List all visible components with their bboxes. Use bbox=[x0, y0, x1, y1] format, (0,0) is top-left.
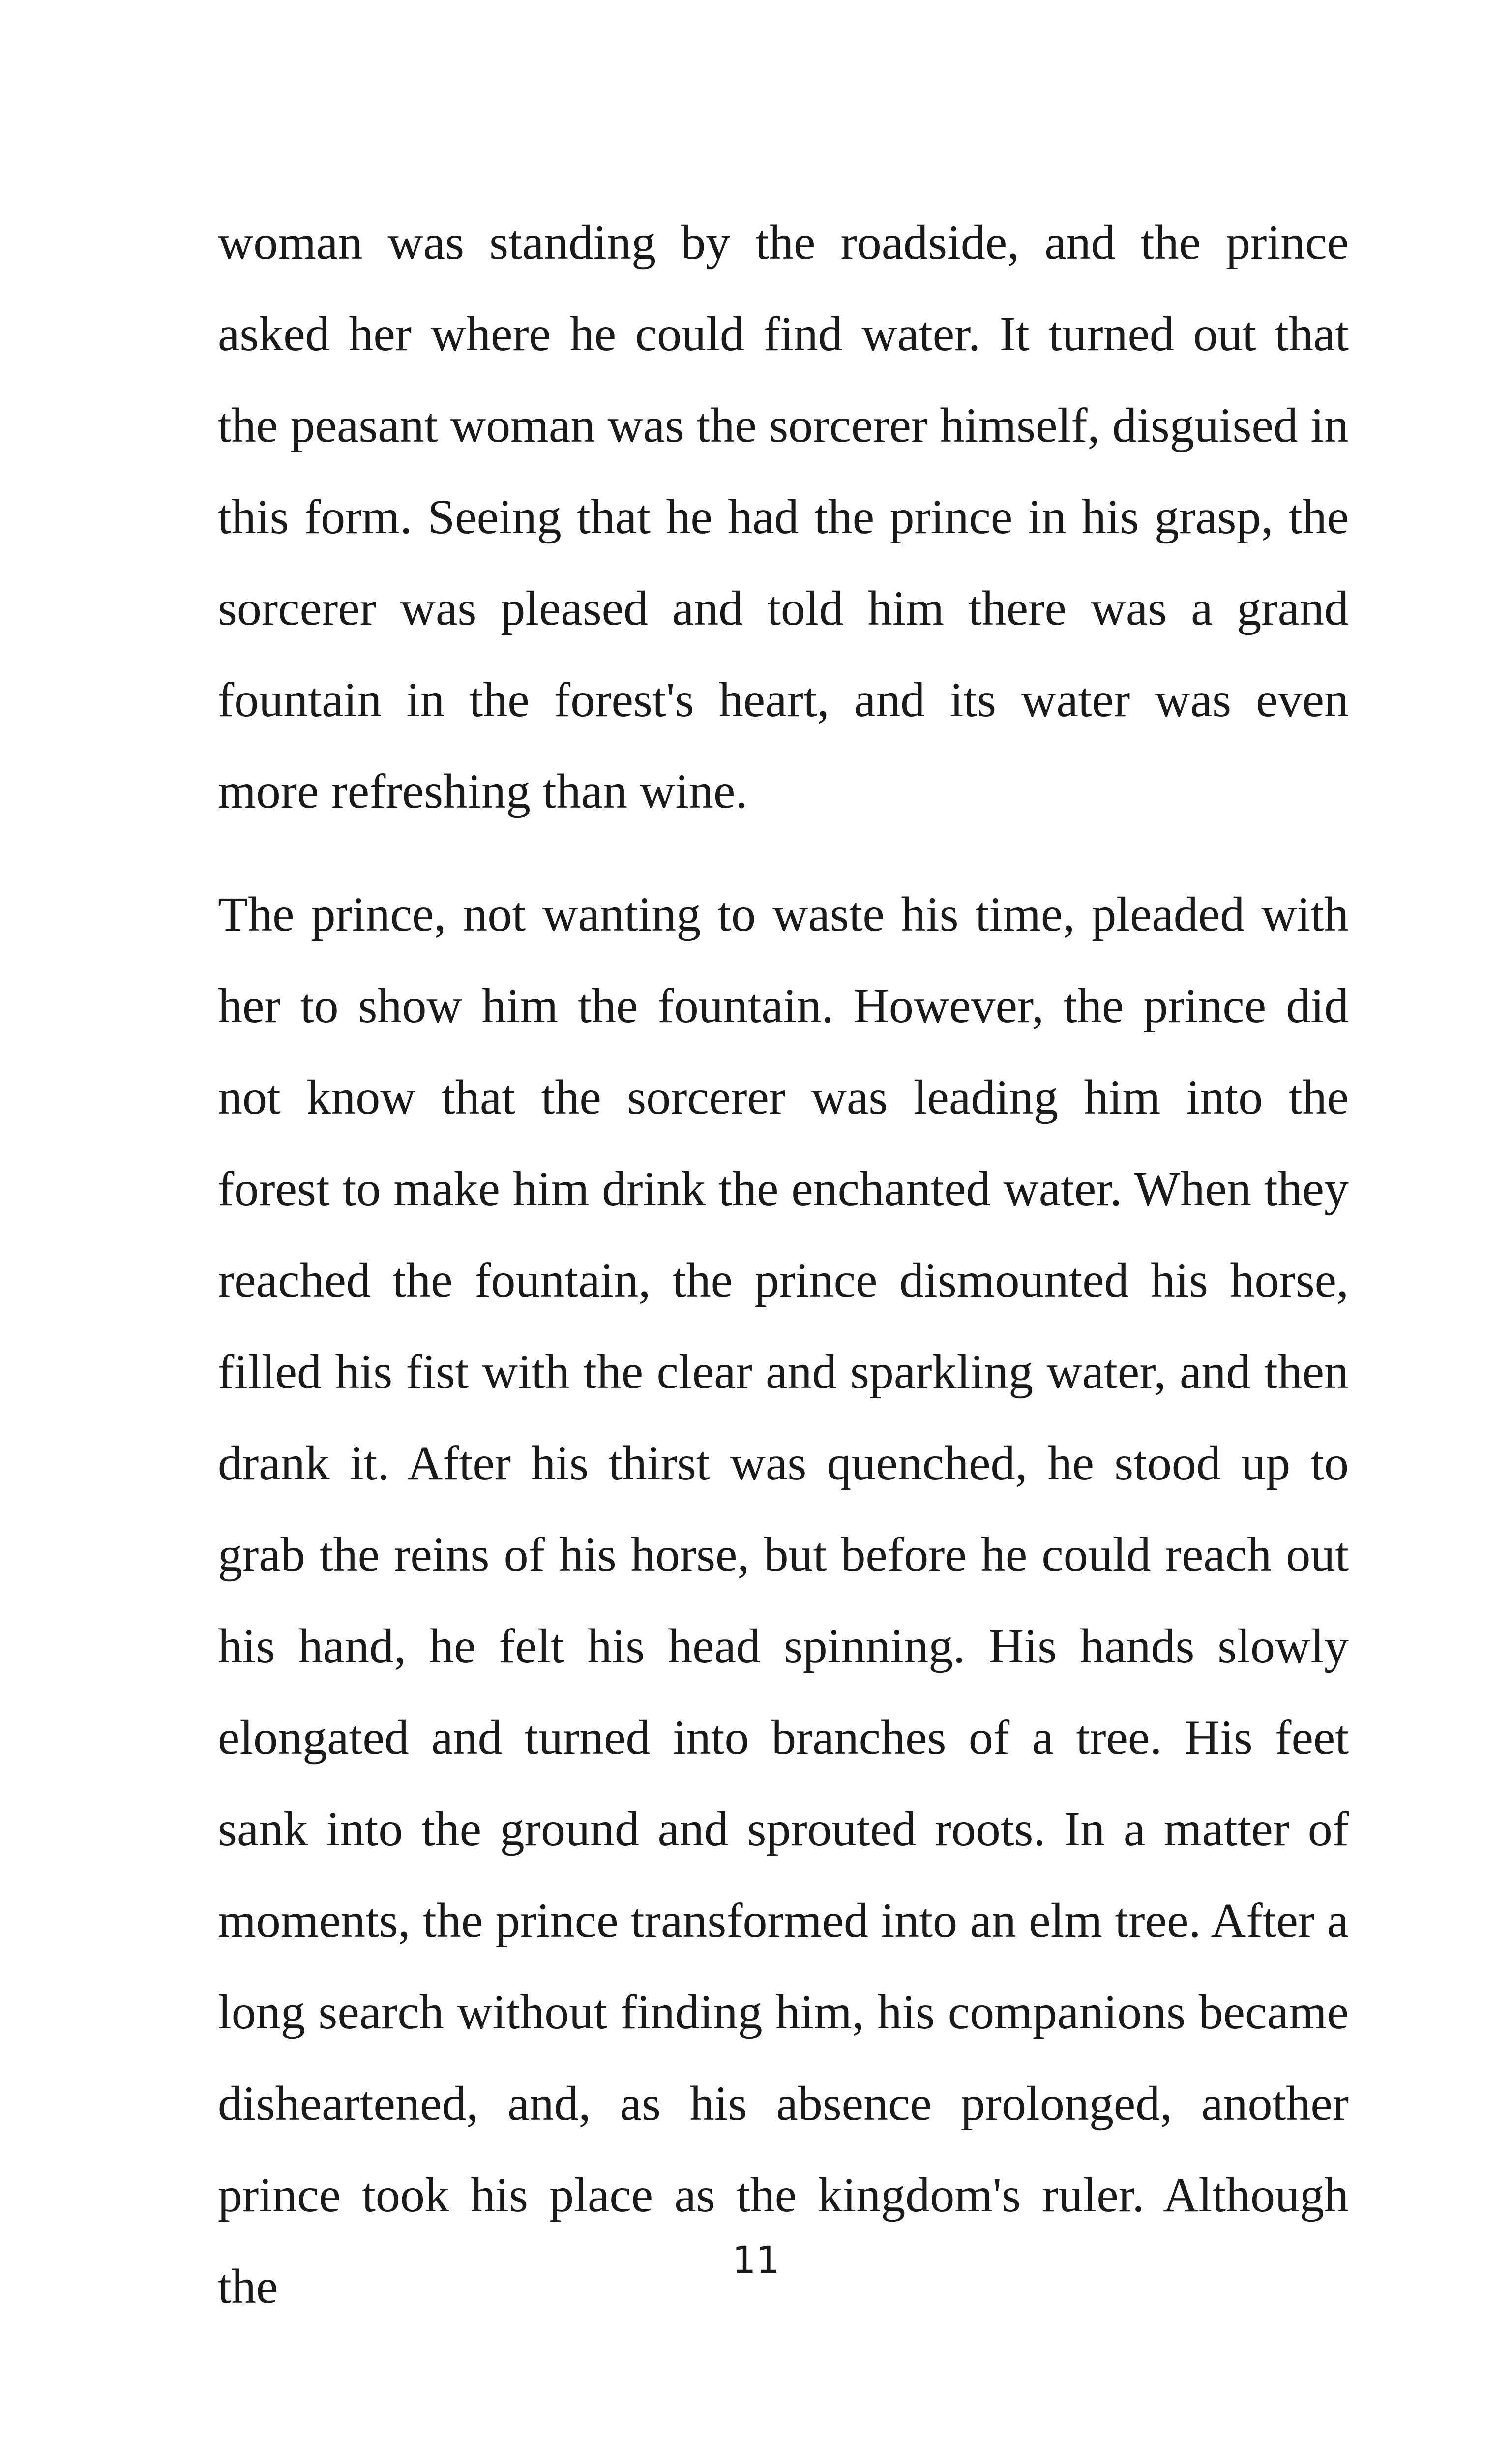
page-number: 11 bbox=[732, 2238, 780, 2282]
body-text bbox=[218, 197, 1349, 2332]
paragraph: The prince, not wanting to waste his time, pleaded with her to show him the fountain. However, the prince did not know that the sorcerer was leading him into the forest to make him drink the enchanted water. When they reached the fountain, the prince dismounted his horse, filled his fist with the clear and sparkling water, and then drank it. After his thirst was quenched, he stood up to grab the reins of his horse, but before he could reach out his hand, he felt his head spinning. His hands slowly elongated and turned into branches of a tree. His feet sank into the ground and sprouted roots. In a matter of moments, the prince transformed into an elm tree. After a long search without finding him, his companions became disheartened, and, as his absence prolonged, another prince took his place as the kingdom's ruler. Although the bbox=[218, 887, 1349, 2314]
paragraph: woman was standing by the roadside, and the prince asked her where he could find water. It turned out that the peasant woman was the sorcerer himself, disguised in this form. Seeing that he had the prince in his grasp, the sorcerer was pleased and told him there was a grand fountain in the forest's heart, and its water was even more refreshing than wine. bbox=[218, 215, 1349, 818]
